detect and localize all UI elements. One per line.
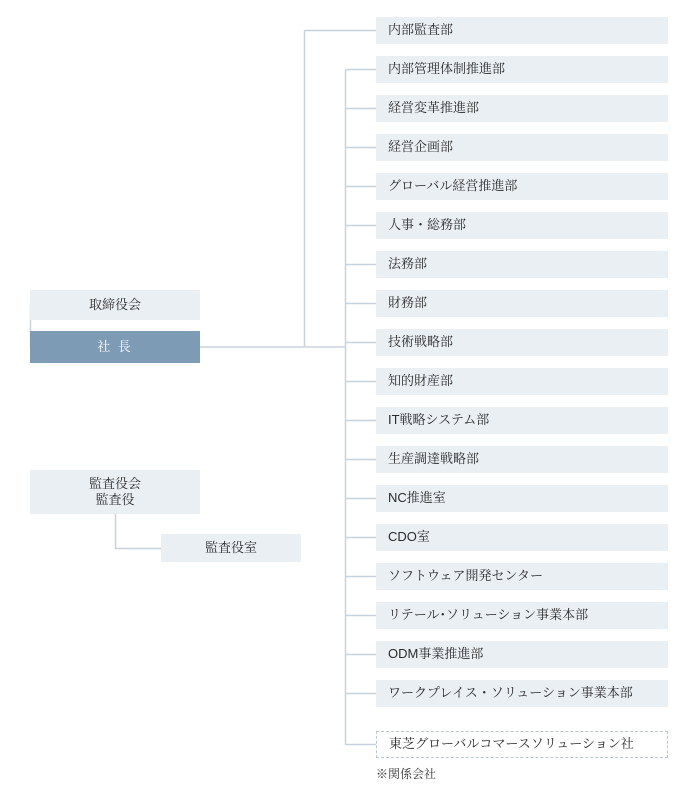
- node-label: IT戦略システム部: [388, 412, 490, 428]
- node-label: 社 長: [97, 338, 133, 354]
- node-department: [376, 368, 668, 395]
- node-label: CDO室: [388, 529, 430, 545]
- node-label: 監査役室: [204, 539, 257, 555]
- node-department: [376, 641, 668, 668]
- node-department: [376, 563, 668, 590]
- node-label: 内部管理体制推進部: [388, 61, 506, 77]
- node-label: 経営変革推進部: [388, 100, 480, 116]
- node-department: [376, 680, 668, 707]
- node-label: NC推進室: [388, 490, 446, 506]
- node-label-line1: 監査役会: [88, 475, 141, 491]
- node-label: 経営企画部: [388, 139, 454, 155]
- node-label: 人事・総務部: [388, 217, 467, 233]
- node-label: 内部監査部: [388, 22, 454, 38]
- node-label: 東芝グローバルコマースソリューション社: [389, 736, 634, 752]
- node-department: [376, 485, 668, 512]
- footnote-affiliated-company: ※関係会社: [376, 767, 437, 781]
- node-label: 財務部: [388, 295, 428, 311]
- node-department: [376, 212, 668, 239]
- node-label: ODM事業推進部: [388, 646, 484, 662]
- node-label: 技術戦略部: [388, 334, 454, 350]
- node-department: [376, 407, 668, 434]
- node-department: [376, 524, 668, 551]
- node-label: 取締役会: [88, 296, 141, 312]
- node-president: [30, 331, 200, 363]
- node-auditors-office: [161, 534, 301, 562]
- node-board-of-directors: [30, 290, 200, 320]
- node-department: [376, 95, 668, 122]
- node-affiliated-company: [376, 731, 668, 758]
- node-department: [376, 446, 668, 473]
- node-label-line2: 監査役: [95, 492, 135, 507]
- node-department: [376, 602, 668, 629]
- node-department: [376, 329, 668, 356]
- node-label: ソフトウェア開発センター: [388, 568, 543, 584]
- node-department: [376, 251, 668, 278]
- node-label: ワークプレイス・ソリューション事業本部: [388, 685, 633, 701]
- node-department: [376, 56, 668, 83]
- node-label: 知的財産部: [388, 373, 454, 389]
- node-department: [376, 17, 668, 44]
- node-department: [376, 290, 668, 317]
- node-department: [376, 173, 668, 200]
- node-label: 生産調達戦略部: [388, 451, 480, 467]
- node-label: リテール･ソリューション事業本部: [388, 607, 589, 623]
- node-department: [376, 134, 668, 161]
- node-label: 法務部: [388, 256, 428, 272]
- node-audit-committee: [30, 470, 200, 514]
- node-label: グローバル経営推進部: [388, 178, 518, 194]
